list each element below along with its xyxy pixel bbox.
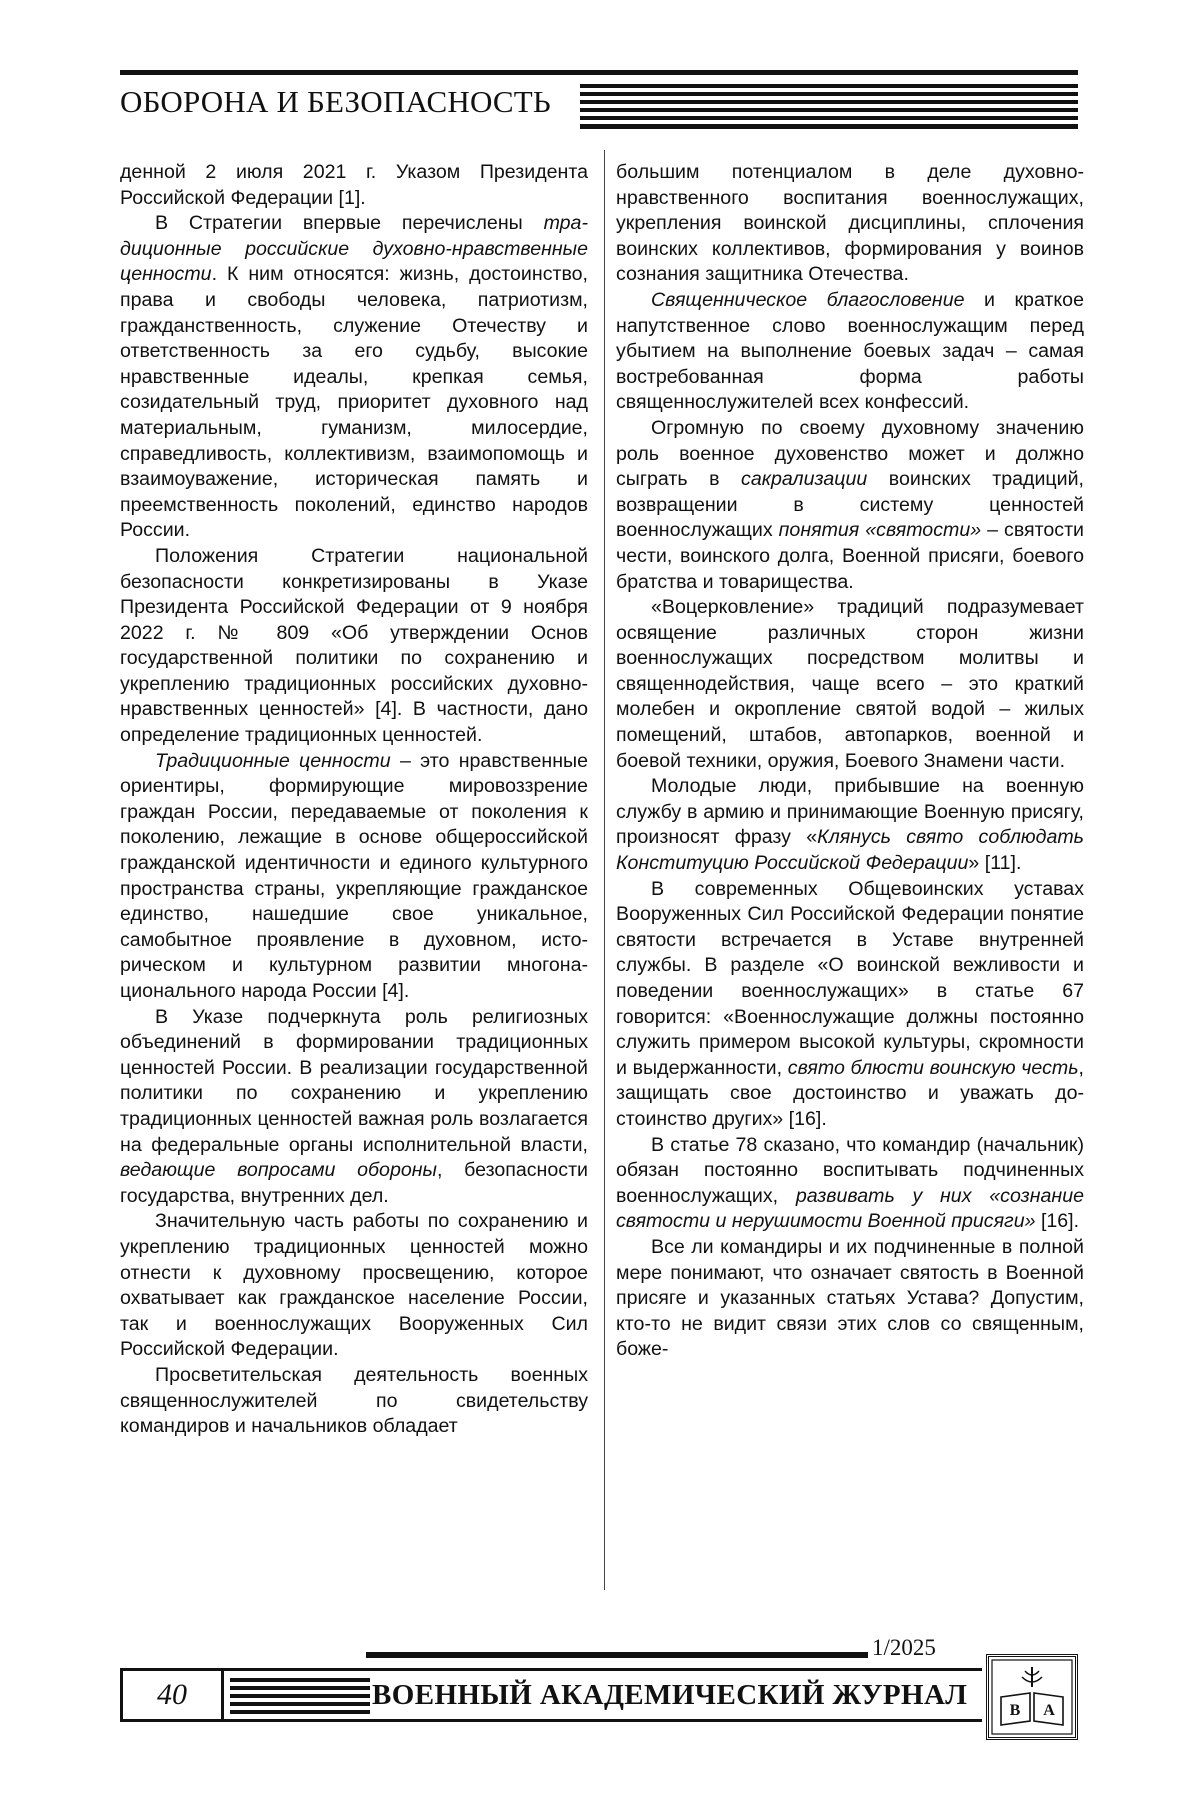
journal-emblem <box>986 1654 1078 1740</box>
paragraph: В Стратегии впервые перечислены традиционные российские духовно-нравственные ценности. К ним относятся: жизнь, достоинство, права и свободы человека, патриотизм, гражданственность, служение Отечеству и ответственность за его судьбу, высокие нравственные идеалы, крепкая семья, созидательный труд, приоритет духовного над материальным, гуманизм, милосердие, справедливость, коллективизм, взаимопомощь и взаимоуважение, историческая память и преемственность поколений, единство народов России. <box>120 212 588 542</box>
page-number: 40 <box>157 1678 187 1711</box>
section-title: ОБОРОНА И БЕЗОПАСНОСТЬ <box>120 84 551 119</box>
paragraph: Все ли командиры и их подчиненные в полной мере понимают, что означает святость в Военной присяге и указанных статьях Устава? Допустим, кто-то не видит связи этих слов со священным, боже- <box>616 1235 1084 1361</box>
paragraph: большим потенциалом в деле духовно-нравственного воспитания военнослужащих, укрепления воинской дисциплины, сплочения воинских коллективов, формирования у воинов сознания защитника Отечества. <box>616 161 1084 286</box>
footer-decorative-lines <box>230 1678 370 1714</box>
paragraph: В статье 78 сказано, что командир (начальник) обязан постоянно воспитывать подчиненных военнослужащих, развивать у них «сознание святости и нерушимости Военной присяги» [16]. <box>616 1133 1084 1233</box>
paragraph: В Указе подчеркнута роль религиозных объединений в формировании традиционных ценностей России. В реализации государственной политики по сохранению и укреплению традиционных ценностей важная роль возлагается на федеральные органы исполнительной власти, ведающие вопросами обороны, безопасности государства, внутренних дел. <box>120 1005 588 1207</box>
paragraph: Молодые люди, прибывшие на военную службу в армию и принимающие Военную присягу, произносят фразу «Клянусь свято соблюдать Конституцию Российской Федерации» [11]. <box>616 775 1084 875</box>
paragraph: Огромную по своему духовному значению роль военное духовенство может и должно сыграть в сакрализации воинских традиций, возвращении в систему ценностей военнослужащих понятия «святости» – святости чести, воинского долга, Военной присяги, боевого братства и товарищества. <box>616 416 1084 593</box>
issue-number: 1/2025 <box>872 1635 936 1660</box>
emblem-graphic <box>989 1657 1075 1737</box>
emblem-letter-v: В <box>1009 1702 1021 1719</box>
right-column <box>616 160 1084 1363</box>
left-column <box>120 160 588 1440</box>
footer-top-rule <box>120 1668 982 1671</box>
paragraph: Традиционные ценности – это нравственные ориентиры, формирующие мировоззрение граждан России, передаваемые от поколения к поколению, лежащие в основе общероссийской гражданской идентичности и единого культурного пространства страны, укрепляющие гражданское единство, нашедшие свое уникальное, самобытное проявление в духовном, историческом и культурном развитии многонационального народа России [4]. <box>120 749 588 1002</box>
footer-bottom-rule <box>120 1719 982 1722</box>
running-header <box>120 70 1078 130</box>
running-footer <box>120 1668 982 1722</box>
header-decorative-lines <box>580 84 1078 130</box>
header-top-rule <box>120 70 1078 75</box>
paragraph: денной 2 июля 2021 г. Указом Президента Российской Федерации [1]. <box>120 161 588 209</box>
issue-rule <box>366 1652 868 1658</box>
page-number-box <box>120 1668 224 1722</box>
column-divider <box>604 150 605 1590</box>
paragraph: Значительную часть работы по сохранению и укреплению традиционных ценностей можно отнести к духовному просвещению, которое охватывает как гражданское население России, так и военнослужащих Вооруженных Сил Российской Федерации. <box>120 1210 588 1361</box>
emblem-letter-a: А <box>1043 1702 1055 1719</box>
paragraph: Священническое благословение и краткое напутственное слово военнослужащим перед убытием на выполнение боевых задач – самая востребованная форма работы священнослужителей всех конфессий. <box>616 288 1084 414</box>
paragraph: Просветительская деятельность военных священнослужителей по свидетельству командиров и начальников обладает <box>120 1363 588 1438</box>
paragraph: Положения Стратегии национальной безопасности конкретизированы в Указе Президента Российской Федерации от 9 ноября 2022 г. № 809 «Об утверждении Основ государственной политики по сохранению и укреплению традиционных российских духовно-нравственных ценностей» [4]. В частности, дано определение традиционных ценностей. <box>120 544 588 747</box>
paragraph: В современных Общевоинских уставах Вооруженных Сил Российской Федерации понятие святости встречается в Уставе внутренней службы. В разделе «О воинской вежливости и поведении военнослужащих» в статье 67 говорится: «Военнослужащие должны постоянно служить примером высокой культуры, скромности и выдержанности, свято блюсти воинскую честь, защищать свое достоинство и уважать достоинство других» [16]. <box>616 877 1084 1130</box>
paragraph: «Воцерковление» традиций подразумевает освящение различных сторон жизни военнослужащих посредством молитвы и священнодействия, чаще всего – это краткий молебен и окропление святой водой – жилых помещений, штабов, автопарков, военной и боевой техники, оружия, Боевого Знамени части. <box>616 596 1084 772</box>
journal-title: ВОЕННЫЙ АКАДЕМИЧЕСКИЙ ЖУРНАЛ <box>372 1679 968 1711</box>
